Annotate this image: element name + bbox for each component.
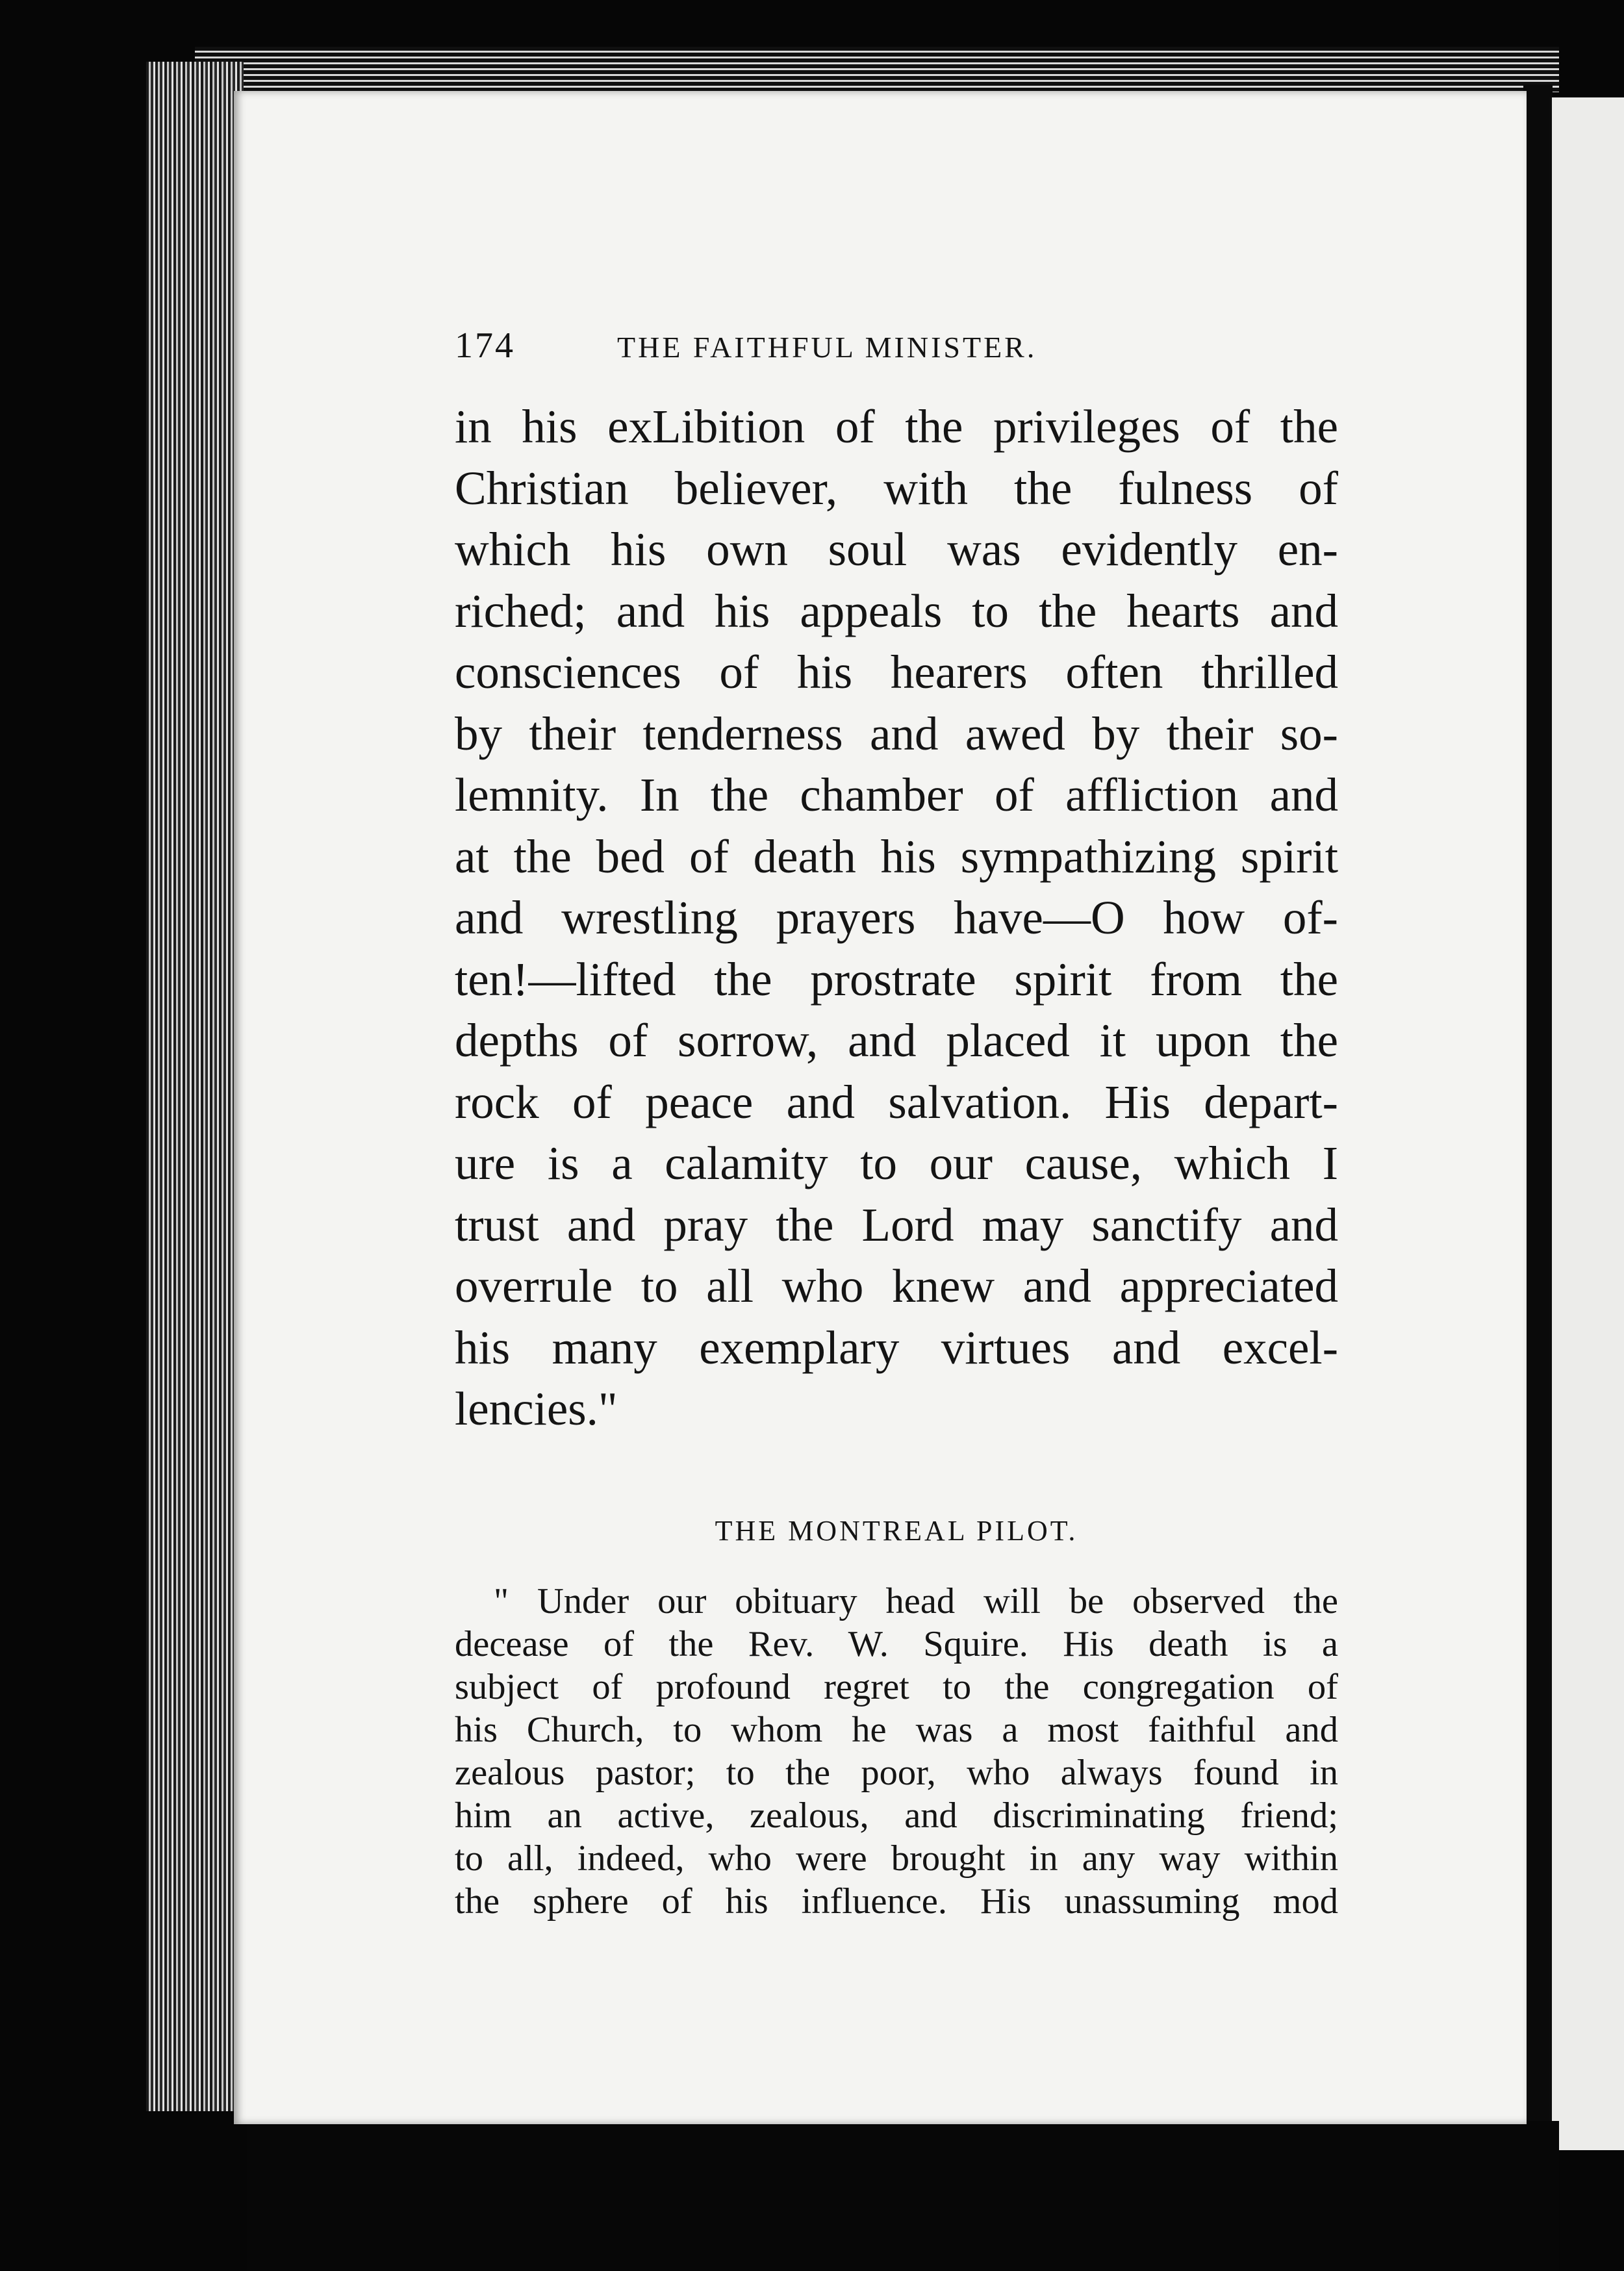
body-line: ten!—lifted the prostrate spirit from the — [455, 952, 1338, 1006]
section-heading: THE MONTREAL PILOT. — [715, 1514, 1078, 1547]
body-line: Christian believer, with the fulness of — [455, 461, 1338, 514]
quote-line: to all, indeed, who were brought in any way within — [455, 1838, 1338, 1879]
quote-line: subject of profound regret to the congregation of — [455, 1666, 1338, 1707]
facing-page — [1549, 97, 1624, 2150]
body-line: lencies." — [455, 1382, 618, 1435]
body-line: rock of peace and salvation. His depart- — [455, 1075, 1338, 1128]
quote-line: the sphere of his influence. His unassuming mod — [455, 1881, 1338, 1922]
quote-line: " Under our obituary head will be observed the — [494, 1580, 1338, 1621]
body-paragraph — [455, 396, 1338, 1440]
quoted-paragraph — [455, 1580, 1338, 1923]
body-line: lemnity. In the chamber of affliction and — [455, 768, 1338, 821]
body-line: at the bed of death his sympathizing spirit — [455, 830, 1338, 883]
body-line: by their tenderness and awed by their so- — [455, 707, 1338, 760]
stacked-page-edges-left — [146, 62, 244, 2111]
bottom-shadow — [247, 2121, 1559, 2271]
body-line: ure is a calamity to our cause, which I — [455, 1137, 1338, 1189]
body-line: and wrestling prayers have—O how of- — [455, 891, 1338, 944]
stacked-page-edges-top — [195, 47, 1559, 92]
page-number: 174 — [455, 325, 515, 366]
quote-line: his Church, to whom he was a most faithful and — [455, 1709, 1338, 1750]
body-line: depths of sorrow, and placed it upon the — [455, 1014, 1338, 1067]
running-title: THE FAITHFUL MINISTER. — [617, 331, 1037, 364]
body-line: his many exemplary virtues and excel- — [455, 1321, 1338, 1374]
quote-line: decease of the Rev. W. Squire. His death is a — [455, 1623, 1338, 1664]
body-line: consciences of his hearers often thrilled — [455, 646, 1338, 698]
quote-line: zealous pastor; to the poor, who always found in — [455, 1752, 1338, 1793]
body-line: trust and pray the Lord may sanctify and — [455, 1198, 1338, 1251]
running-head — [455, 325, 1338, 396]
body-line: riched; and his appeals to the hearts and — [455, 584, 1338, 637]
quote-line: him an active, zealous, and discriminating friend; — [455, 1795, 1338, 1836]
body-line: in his exLibition of the privileges of the — [455, 400, 1338, 453]
body-line: overrule to all who knew and appreciated — [455, 1260, 1338, 1312]
body-line: which his own soul was evidently en- — [455, 523, 1338, 576]
text-block — [455, 325, 1338, 1923]
book-gutter — [1523, 84, 1553, 2163]
